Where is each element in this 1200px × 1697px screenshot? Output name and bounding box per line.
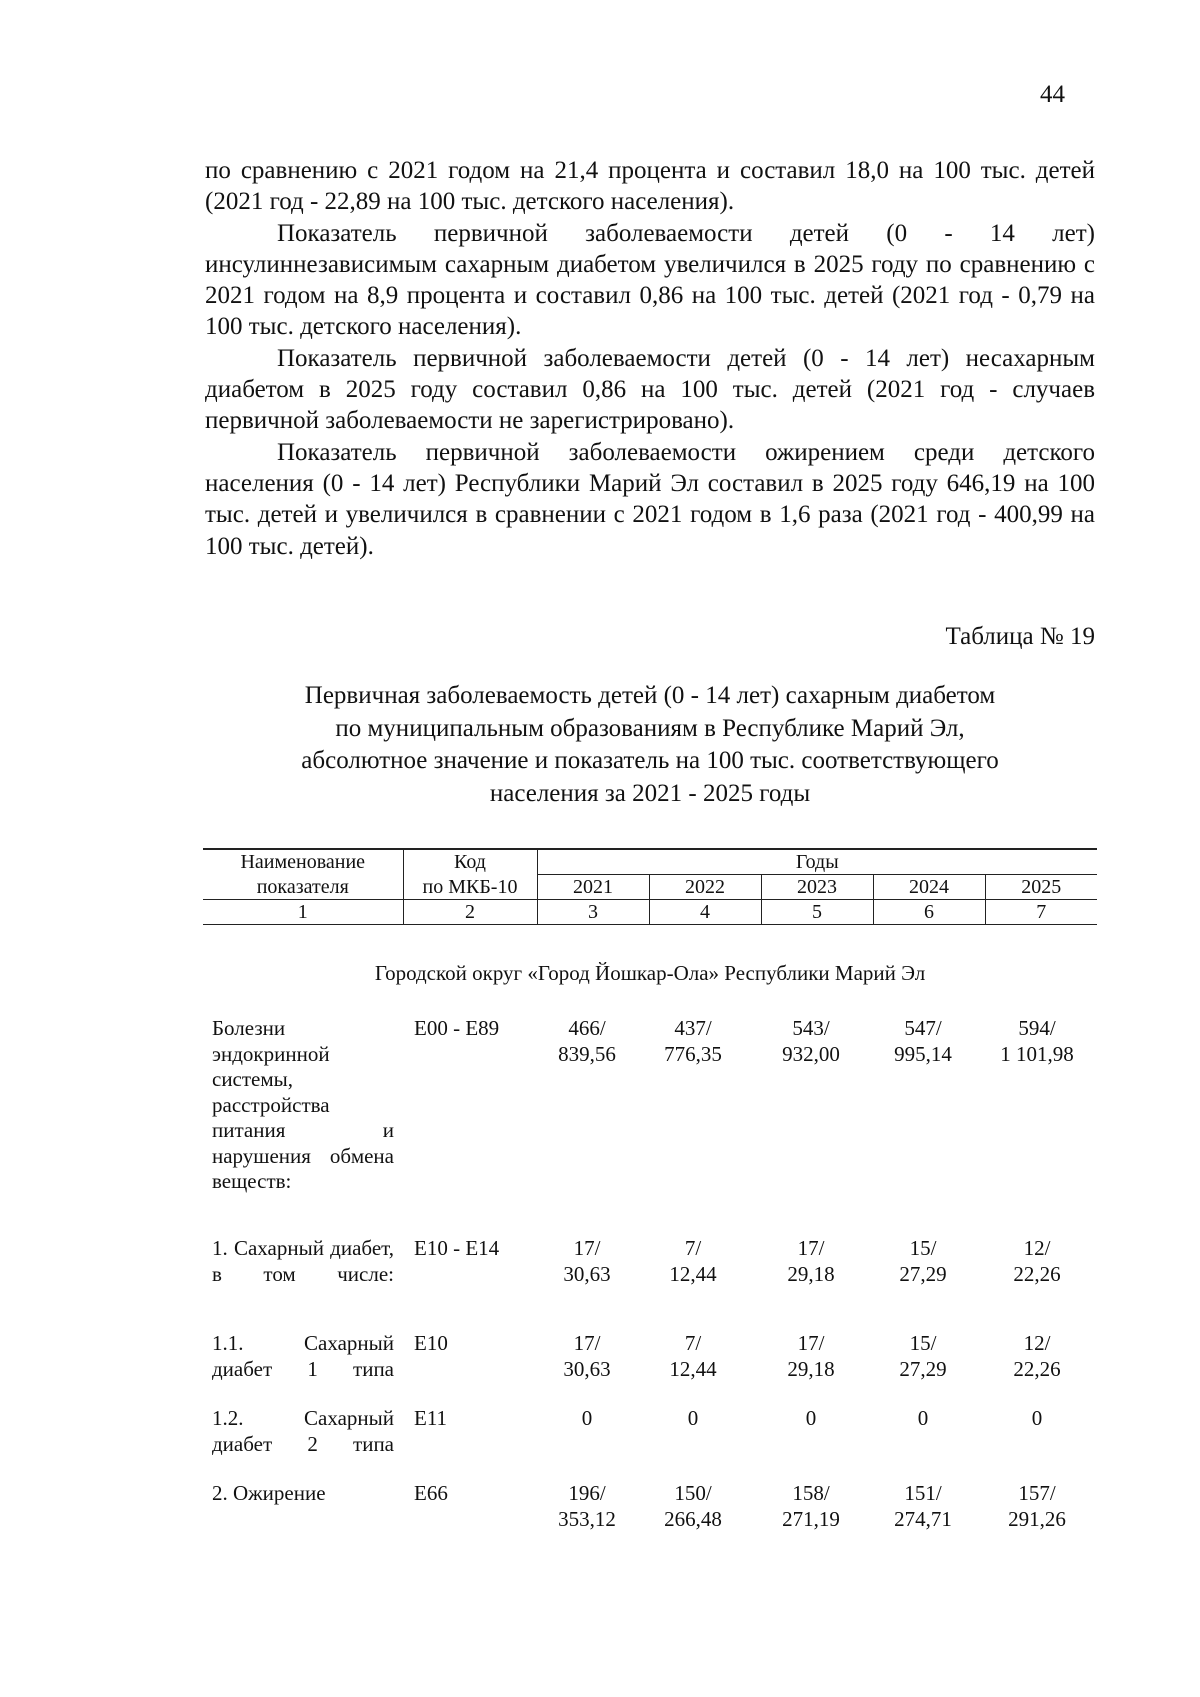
header-name: Наименование [203, 849, 403, 875]
header-years: Годы [537, 849, 1097, 875]
row-value: 17/ 29,18 [787, 1331, 835, 1381]
column-number: 1 [203, 900, 403, 925]
row-name: 1. Сахарный диабет, в том числе: [212, 1236, 394, 1286]
row-name: Болезни эндокринной системы, расстройства питания и нарушения обмена веществ: [212, 1016, 394, 1193]
header-code: Код [403, 849, 537, 875]
header-year: 2023 [761, 875, 873, 900]
section-title: Городской округ «Город Йошкар-Ола» Республики Марий Эл [374, 961, 926, 985]
header-year: 2024 [873, 875, 985, 900]
row-value: 12/ 22,26 [1013, 1236, 1061, 1286]
table-label: Таблица № 19 [945, 623, 1095, 650]
body-text [205, 155, 1095, 562]
row-code: E00 - E89 [414, 1016, 500, 1040]
paragraph: Показатель первичной заболеваемости детей (0 - 14 лет) инсулиннезависимым сахарным диабетом увеличился в 2025 году по сравнению с 2021 годом на 8,9 процента и составил 0,86 на 100 тыс. детей (2021 год - 0,79 на 100 тыс. детского населения). [205, 219, 1095, 341]
row-value: 150/ 266,48 [664, 1481, 722, 1531]
row-name: 1.2. Сахарный диабет 2 типа [212, 1406, 394, 1456]
row-code: E10 [414, 1331, 448, 1355]
header-code: по МКБ-10 [403, 875, 537, 900]
row-value: 0 [917, 1406, 929, 1430]
row-value: 158/ 271,19 [782, 1481, 840, 1531]
paragraph: Показатель первичной заболеваемости детей (0 - 14 лет) несахарным диабетом в 2025 году составил 0,86 на 100 тыс. детей (2021 год - случаев первичной заболеваемости не зарегистрировано). [205, 344, 1095, 435]
table-title-line: Первичная заболеваемость детей (0 - 14 лет) сахарным диабетом [304, 682, 996, 709]
column-number: 7 [985, 900, 1097, 925]
table-title-line: населения за 2021 - 2025 годы [489, 779, 811, 807]
row-value: 437/ 776,35 [664, 1016, 722, 1066]
header-year: 2025 [985, 875, 1097, 900]
row-name: 2. Ожирение [212, 1481, 326, 1505]
table-title-line: абсолютное значение и показатель на 100 тыс. соответствующего [301, 747, 999, 774]
column-number: 6 [873, 900, 985, 925]
column-number: 4 [649, 900, 761, 925]
row-value: 157/ 291,26 [1008, 1481, 1066, 1531]
row-name: 1.1. Сахарный диабет 1 типа [212, 1331, 394, 1381]
header-year: 2022 [649, 875, 761, 900]
row-value: 15/ 27,29 [899, 1236, 947, 1286]
row-value: 0 [581, 1406, 593, 1430]
row-value: 594/ 1 101,98 [1000, 1016, 1074, 1066]
row-value: 547/ 995,14 [894, 1016, 952, 1066]
column-number: 2 [403, 900, 537, 925]
row-value: 0 [805, 1406, 817, 1430]
row-value: 15/ 27,29 [899, 1331, 947, 1381]
column-number: 5 [761, 900, 873, 925]
row-value: 17/ 30,63 [563, 1331, 611, 1381]
row-value: 543/ 932,00 [782, 1016, 840, 1066]
row-value: 196/ 353,12 [558, 1481, 616, 1531]
table-title-line: по муниципальным образованиям в Республике Марий Эл, [335, 714, 965, 742]
row-code: E10 - E14 [414, 1236, 500, 1260]
page-number: 44 [1040, 81, 1065, 108]
column-number: 3 [537, 900, 649, 925]
row-value: 0 [687, 1406, 699, 1430]
row-code: E11 [414, 1406, 448, 1430]
row-value: 466/ 839,56 [558, 1016, 616, 1066]
table-header [203, 848, 1097, 925]
header-year: 2021 [537, 875, 649, 900]
row-value: 0 [1031, 1406, 1043, 1430]
table-title [205, 680, 1095, 810]
row-value: 12/ 22,26 [1013, 1331, 1061, 1381]
paragraph: по сравнению с 2021 годом на 21,4 процента и составил 18,0 на 100 тыс. детей (2021 год - 22,89 на 100 тыс. детского населения). [205, 157, 1095, 216]
row-code: E66 [414, 1481, 448, 1505]
row-value: 151/ 274,71 [894, 1481, 952, 1531]
header-name: показателя [203, 875, 403, 900]
row-value: 7/ 12,44 [669, 1331, 717, 1381]
row-value: 17/ 29,18 [787, 1236, 835, 1286]
row-value: 17/ 30,63 [563, 1236, 611, 1286]
row-value: 7/ 12,44 [669, 1236, 717, 1286]
paragraph: Показатель первичной заболеваемости ожирением среди детского населения (0 - 14 лет) Республики Марий Эл составил в 2025 году 646,19 на 100 тыс. детей и увеличился в сравнении с 2021 годом в 1,6 раза (2021 год - 400,99 на 100 тыс. детей). [205, 438, 1095, 560]
